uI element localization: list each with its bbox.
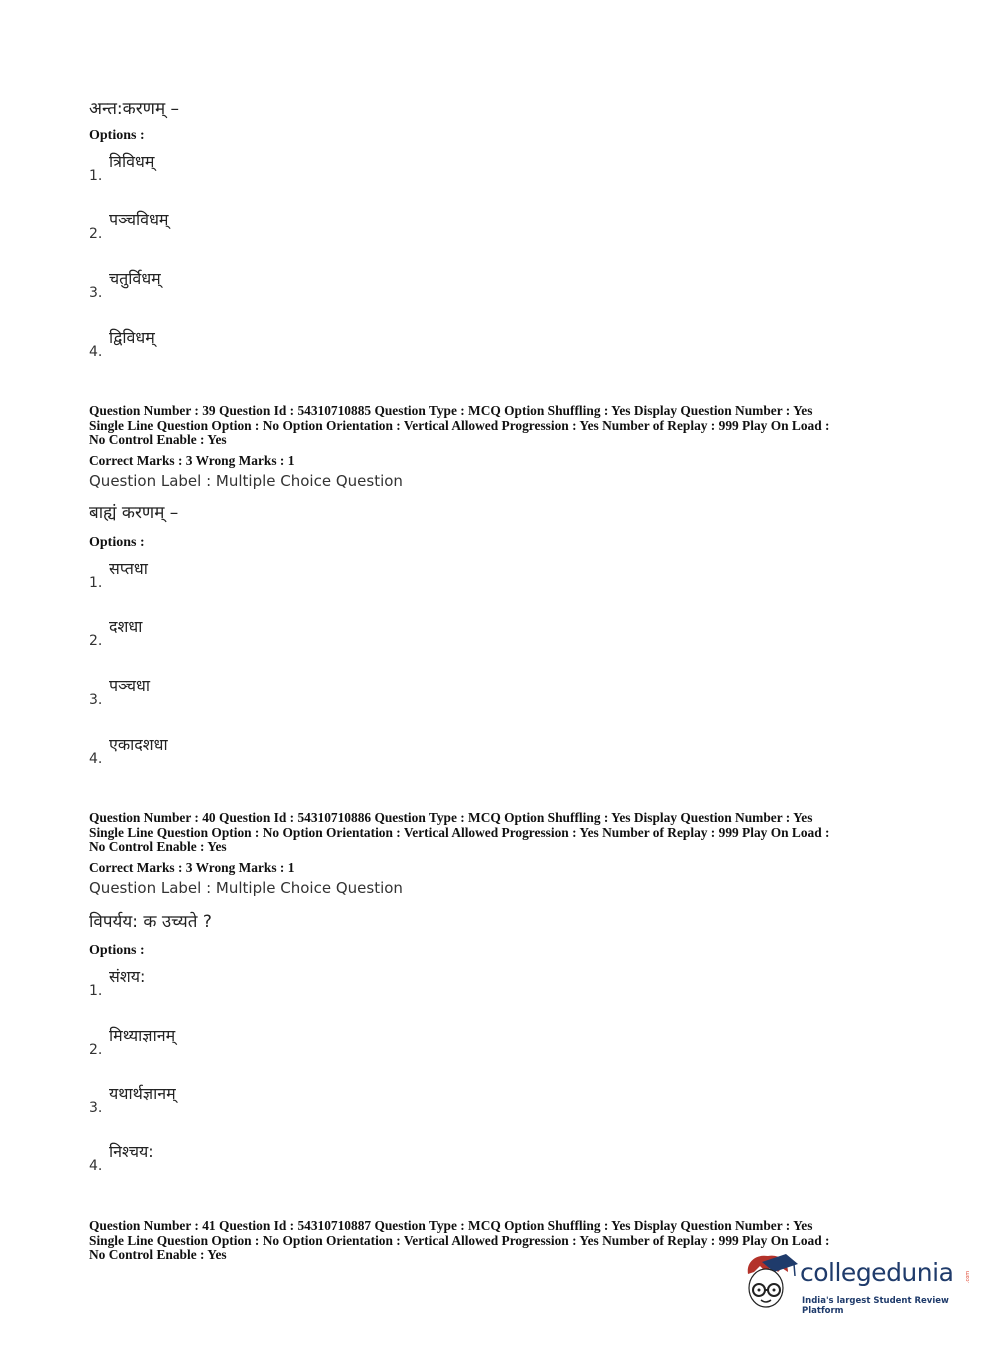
option-number: 4. <box>89 1158 103 1174</box>
meta-line: Question Number : 40 Question Id : 54310710886 Question Type : MCQ Option Shuffling : Yes Display Question Number : Yes <box>89 810 813 825</box>
question-38-option <box>89 267 389 307</box>
option-text: संशय: <box>109 967 146 986</box>
logo-domain-suffix: .com <box>965 1270 972 1284</box>
logo-tagline: India's largest Student Review Platform <box>802 1296 949 1316</box>
meta-line: Single Line Question Option : No Option Orientation : Vertical Allowed Progression : Yes Number of Replay : 999 Play On Load : <box>89 417 830 433</box>
collegedunia-logo[interactable] <box>742 1252 972 1314</box>
meta-line: Question Number : 39 Question Id : 54310710885 Question Type : MCQ Option Shuffling : Yes Display Question Number : Yes <box>89 403 813 418</box>
question-39-option <box>89 674 389 714</box>
question-39-option <box>89 615 389 655</box>
question-40-option <box>89 965 389 1005</box>
mascot-icon <box>742 1252 798 1314</box>
question-39-marks: Correct Marks : 3 Wrong Marks : 1 <box>89 453 295 468</box>
question-38-option <box>89 208 389 248</box>
question-38-options-label: Options : <box>89 128 145 143</box>
question-39-meta <box>89 404 919 448</box>
meta-line: No Control Enable : Yes <box>89 1247 227 1263</box>
question-39-label: Question Label : Multiple Choice Question <box>89 472 403 490</box>
option-text: पञ्चधा <box>109 676 151 695</box>
logo-wordmark: collegedunia <box>800 1258 954 1287</box>
question-40-option <box>89 1024 389 1064</box>
option-number: 3. <box>89 692 103 708</box>
option-text: मिथ्याज्ञानम् <box>109 1026 176 1045</box>
option-number: 2. <box>89 1042 103 1058</box>
question-40-option <box>89 1082 389 1122</box>
option-text: दशधा <box>109 617 143 636</box>
option-number: 4. <box>89 344 103 360</box>
option-text: चतुर्विधम् <box>109 269 161 288</box>
question-39-options-label: Options : <box>89 535 145 550</box>
question-39-text: बाह्यं करणम् – <box>89 503 179 523</box>
meta-line: Single Line Question Option : No Option Orientation : Vertical Allowed Progression : Yes Number of Replay : 999 Play On Load : <box>89 824 830 840</box>
option-text: सप्तधा <box>109 559 148 578</box>
question-40-option <box>89 1140 389 1180</box>
meta-line: No Control Enable : Yes <box>89 432 227 448</box>
option-number: 3. <box>89 285 103 301</box>
option-number: 1. <box>89 983 103 999</box>
option-text: त्रिविधम् <box>109 152 155 171</box>
question-38-option <box>89 150 389 190</box>
option-number: 2. <box>89 633 103 649</box>
question-40-label: Question Label : Multiple Choice Question <box>89 879 403 897</box>
option-number: 4. <box>89 751 103 767</box>
question-38-option <box>89 326 389 366</box>
meta-line: No Control Enable : Yes <box>89 839 227 855</box>
question-40-marks: Correct Marks : 3 Wrong Marks : 1 <box>89 860 295 875</box>
option-text: पञ्चविधम् <box>109 210 169 229</box>
meta-line: Question Number : 41 Question Id : 54310710887 Question Type : MCQ Option Shuffling : Yes Display Question Number : Yes <box>89 1218 813 1233</box>
question-38-text: अन्त:करणम् – <box>89 99 180 119</box>
question-40-text: विपर्यय: क उच्यते ? <box>89 912 212 932</box>
option-number: 1. <box>89 168 103 184</box>
option-text: द्विविधम् <box>109 328 155 347</box>
option-number: 1. <box>89 575 103 591</box>
meta-line: Single Line Question Option : No Option Orientation : Vertical Allowed Progression : Yes Number of Replay : 999 Play On Load : <box>89 1232 830 1248</box>
option-number: 2. <box>89 226 103 242</box>
option-text: एकादशधा <box>109 735 168 754</box>
question-39-option <box>89 557 389 597</box>
option-number: 3. <box>89 1100 103 1116</box>
option-text: निश्चय: <box>109 1142 154 1161</box>
option-text: यथार्थज्ञानम् <box>109 1084 176 1103</box>
question-39-option <box>89 733 389 773</box>
question-40-meta <box>89 811 919 855</box>
question-40-options-label: Options : <box>89 943 145 958</box>
